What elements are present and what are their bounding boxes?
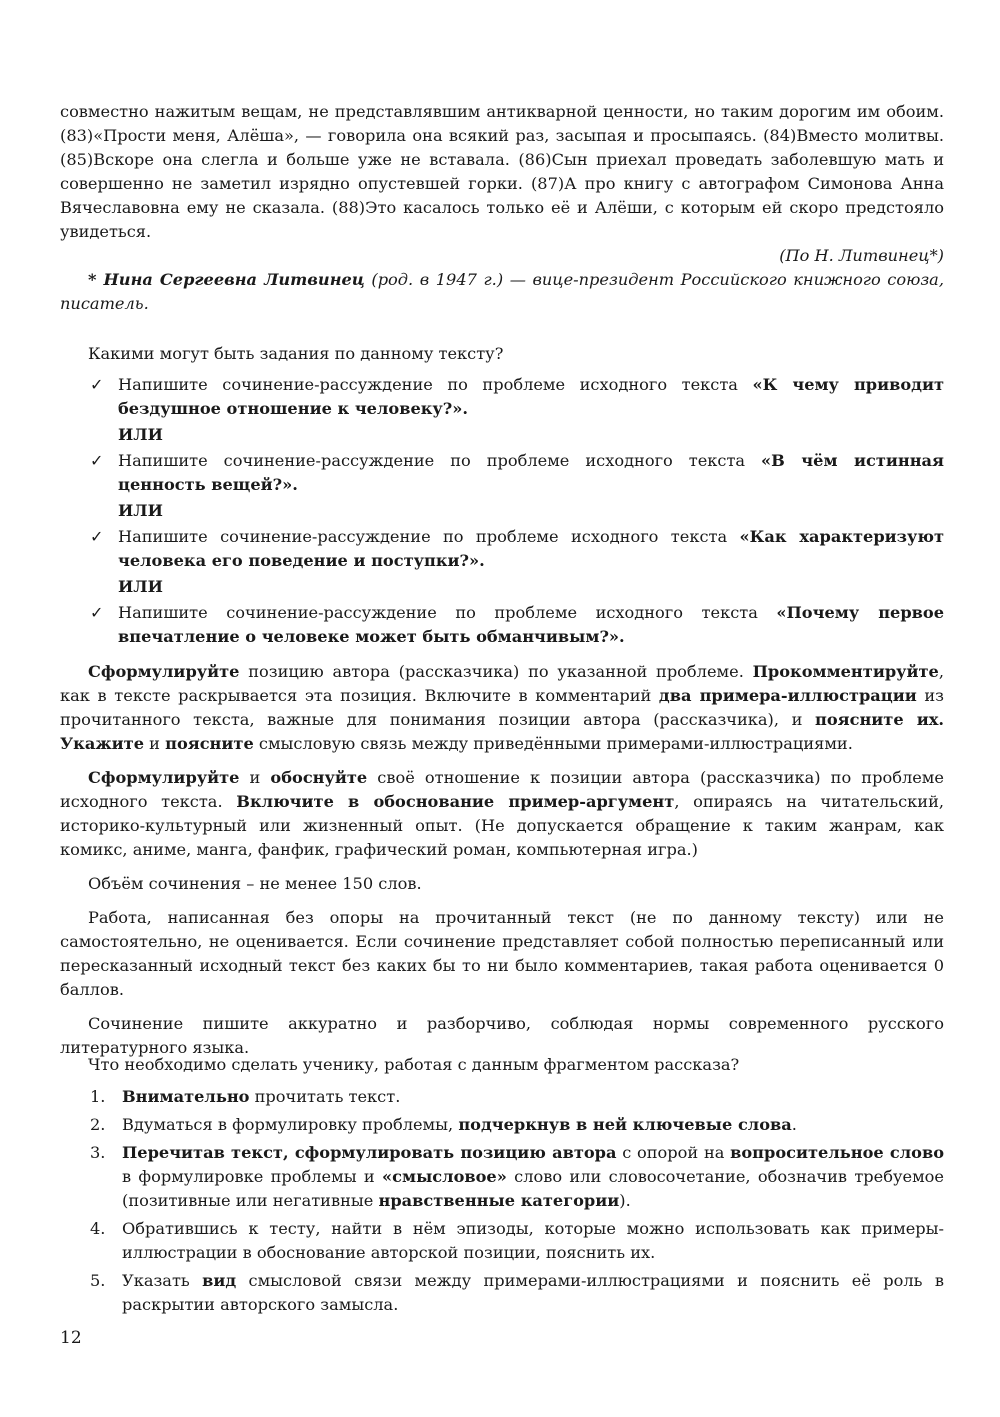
task-item xyxy=(60,449,944,497)
task-problem: «Почему первое впечатление о человеке может быть обманчивым?». xyxy=(118,603,944,646)
task-prefix: Напишите сочинение-рассуждение по проблеме исходного текста xyxy=(118,527,740,546)
task-problem: «К чему приводит бездушное отношение к человеку?». xyxy=(118,375,944,418)
tasks-section xyxy=(60,342,944,649)
step-item: 3. Перечитав текст, сформулировать позицию автора с опорой на вопросительное слово в формулировке проблемы и «смысловое» слово или словосочетание, обозначив требуемое (позитивные или негативные нравственные категории). xyxy=(90,1143,945,1210)
steps-question: Что необходимо сделать ученику, работая с данным фрагментом рассказа? xyxy=(88,1055,740,1074)
task-problem: «Как характеризуют человека его поведение и поступки?». xyxy=(118,527,944,570)
footnote-rest: (род. в 1947 г.) — вице-президент Российского книжного союза, писатель. xyxy=(60,270,944,313)
tasks-question: Какими могут быть задания по данному тексту? xyxy=(88,344,504,363)
task-prefix: Напишите сочинение-рассуждение по проблеме исходного текста xyxy=(118,375,753,394)
writing-note: Сочинение пишите аккуратно и разборчиво, соблюдая нормы современного русского литературного языка. xyxy=(60,1014,944,1057)
step-item: 5. Указать вид смысловой связи между примерами-иллюстрациями и пояснить её роль в раскрытии авторского замысла. xyxy=(90,1271,944,1314)
task-item xyxy=(60,373,944,421)
author-footnote xyxy=(60,268,944,316)
ili-separator: ИЛИ xyxy=(118,425,163,444)
task-problem: «В чём истинная ценность вещей?». xyxy=(118,451,944,494)
step-item: 2. Вдуматься в формулировку проблемы, подчеркнув в ней ключевые слова. xyxy=(90,1115,797,1134)
ili-separator: ИЛИ xyxy=(118,577,163,596)
step-item: 1. Внимательно прочитать текст. xyxy=(90,1087,401,1106)
passage-section xyxy=(60,100,944,316)
ili-separator: ИЛИ xyxy=(118,501,163,520)
checkmark-icon: ✓ xyxy=(90,603,104,622)
footnote-name: * Нина Сергеевна Литвинец xyxy=(88,270,365,289)
task-prefix: Напишите сочинение-рассуждение по проблеме исходного текста xyxy=(118,451,762,470)
attribution: (По Н. Литвинец*) xyxy=(779,246,944,265)
task-item xyxy=(60,601,944,649)
task-prefix: Напишите сочинение-рассуждение по проблеме исходного текста xyxy=(118,603,777,622)
instruction-paragraph: Сформулируйте и обоснуйте своё отношение к позиции автора (рассказчика) по проблеме исходного текста. Включите в обоснование пример-аргумент, опираясь на читательский, историко-культурный или жизненный опыт. (Не допускается обращение к таким жанрам, как комикс, аниме, манга, фанфик, графический роман, компьютерная игра.) xyxy=(60,768,944,859)
instructions-section xyxy=(60,660,944,1060)
word-count-requirement: Объём сочинения – не менее 150 слов. xyxy=(88,874,422,893)
task-item xyxy=(60,525,944,573)
step-item: 4. Обратившись к тесту, найти в нём эпизоды, которые можно использовать как примеры-иллюстрации в обоснование авторской позиции, пояснить их. xyxy=(90,1219,944,1262)
page-number: 12 xyxy=(60,1328,82,1348)
steps-section xyxy=(60,1053,944,1317)
grading-rules: Работа, написанная без опоры на прочитанный текст (не по данному тексту) или не самостоятельно, не оценивается. Если сочинение представляет собой полностью переписанный или пересказанный исходный текст без каких бы то ни было комментариев, такая работа оценивается 0 баллов. xyxy=(60,908,944,999)
checkmark-icon: ✓ xyxy=(90,451,104,470)
passage-text: совместно нажитым вещам, не представлявшим антикварной ценности, но таким дорогим им обоим. (83)«Прости меня, Алёша», — говорила она всякий раз, засыпая и просыпаясь. (84)Вместо молитвы. (85)Вскоре она слегла и больше уже не вставала. (86)Сын приехал проведать заболевшую мать и совершенно не заметил изрядно опустевшей горки. (87)А про книгу с автографом Симонова Анна Вячеславовна ему не сказала. (88)Это касалось только её и Алёши, с которым ей скоро предстояло увидеться. xyxy=(60,102,944,241)
checkmark-icon: ✓ xyxy=(90,375,104,394)
checkmark-icon: ✓ xyxy=(90,527,104,546)
instruction-paragraph: Сформулируйте позицию автора (рассказчика) по указанной проблеме. Прокомментируйте, как в тексте раскрывается эта позиция. Включите в комментарий два примера-иллюстрации из прочитанного текста, важные для понимания позиции автора (рассказчика), и поясните их. Укажите и поясните смысловую связь между приведёнными примерами-иллюстрациями. xyxy=(60,662,944,753)
